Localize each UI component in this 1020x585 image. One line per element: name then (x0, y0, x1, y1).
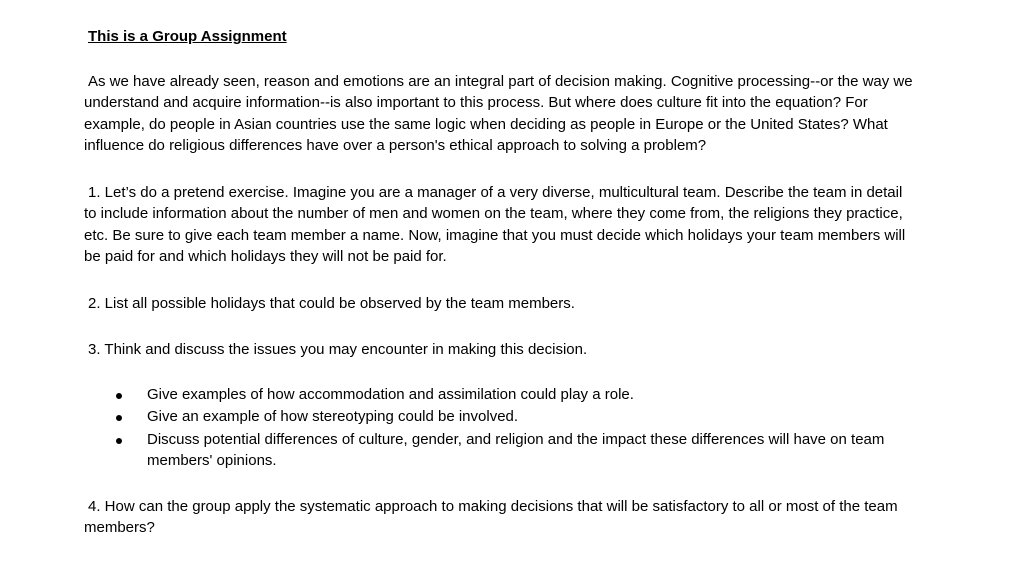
bullet-item (84, 406, 914, 428)
question-3: 3. Think and discuss the issues you may encounter in making this decision. (88, 341, 588, 358)
bullet-icon (116, 438, 122, 444)
intro-paragraph: As we have already seen, reason and emotions are an integral part of decision making. Cognitive processing--or the way we understand and acquire information--is also important to this process. But where does culture fit into the equation? For example, do people in Asian countries use the same logic when deciding as people in Europe or the United States? What influence do religious differences have over a person's ethical approach to solving a problem? (84, 72, 913, 154)
question-2: 2. List all possible holidays that could be observed by the team members. (88, 294, 575, 312)
bullet-icon (116, 393, 122, 399)
question-4: 4. How can the group apply the systematic approach to making decisions that will be satisfactory to all or most of the team members? (84, 497, 898, 536)
bullet-text: Discuss potential differences of culture, gender, and religion and the impact these differences will have on team members' opinions. (147, 430, 885, 469)
bullet-item (84, 384, 914, 406)
bullet-icon (116, 415, 122, 421)
document-title: This is a Group Assignment (88, 28, 287, 45)
question-3-bullet-list (84, 384, 914, 472)
bullet-text: Give examples of how accommodation and assimilation could play a role. (147, 385, 634, 403)
bullet-text: Give an example of how stereotyping could be involved. (147, 408, 519, 425)
bullet-item (84, 429, 914, 472)
question-1: 1. Let’s do a pretend exercise. Imagine you are a manager of a very diverse, multicultural team. Describe the team in detail to include information about the number of men and women on the team, where they come from, the religions they practice, etc. Be sure to give each team member a name. Now, imagine that you must decide which holidays your team members will be paid for and which holidays they will not be paid for. (84, 183, 906, 265)
document-body (84, 26, 914, 564)
